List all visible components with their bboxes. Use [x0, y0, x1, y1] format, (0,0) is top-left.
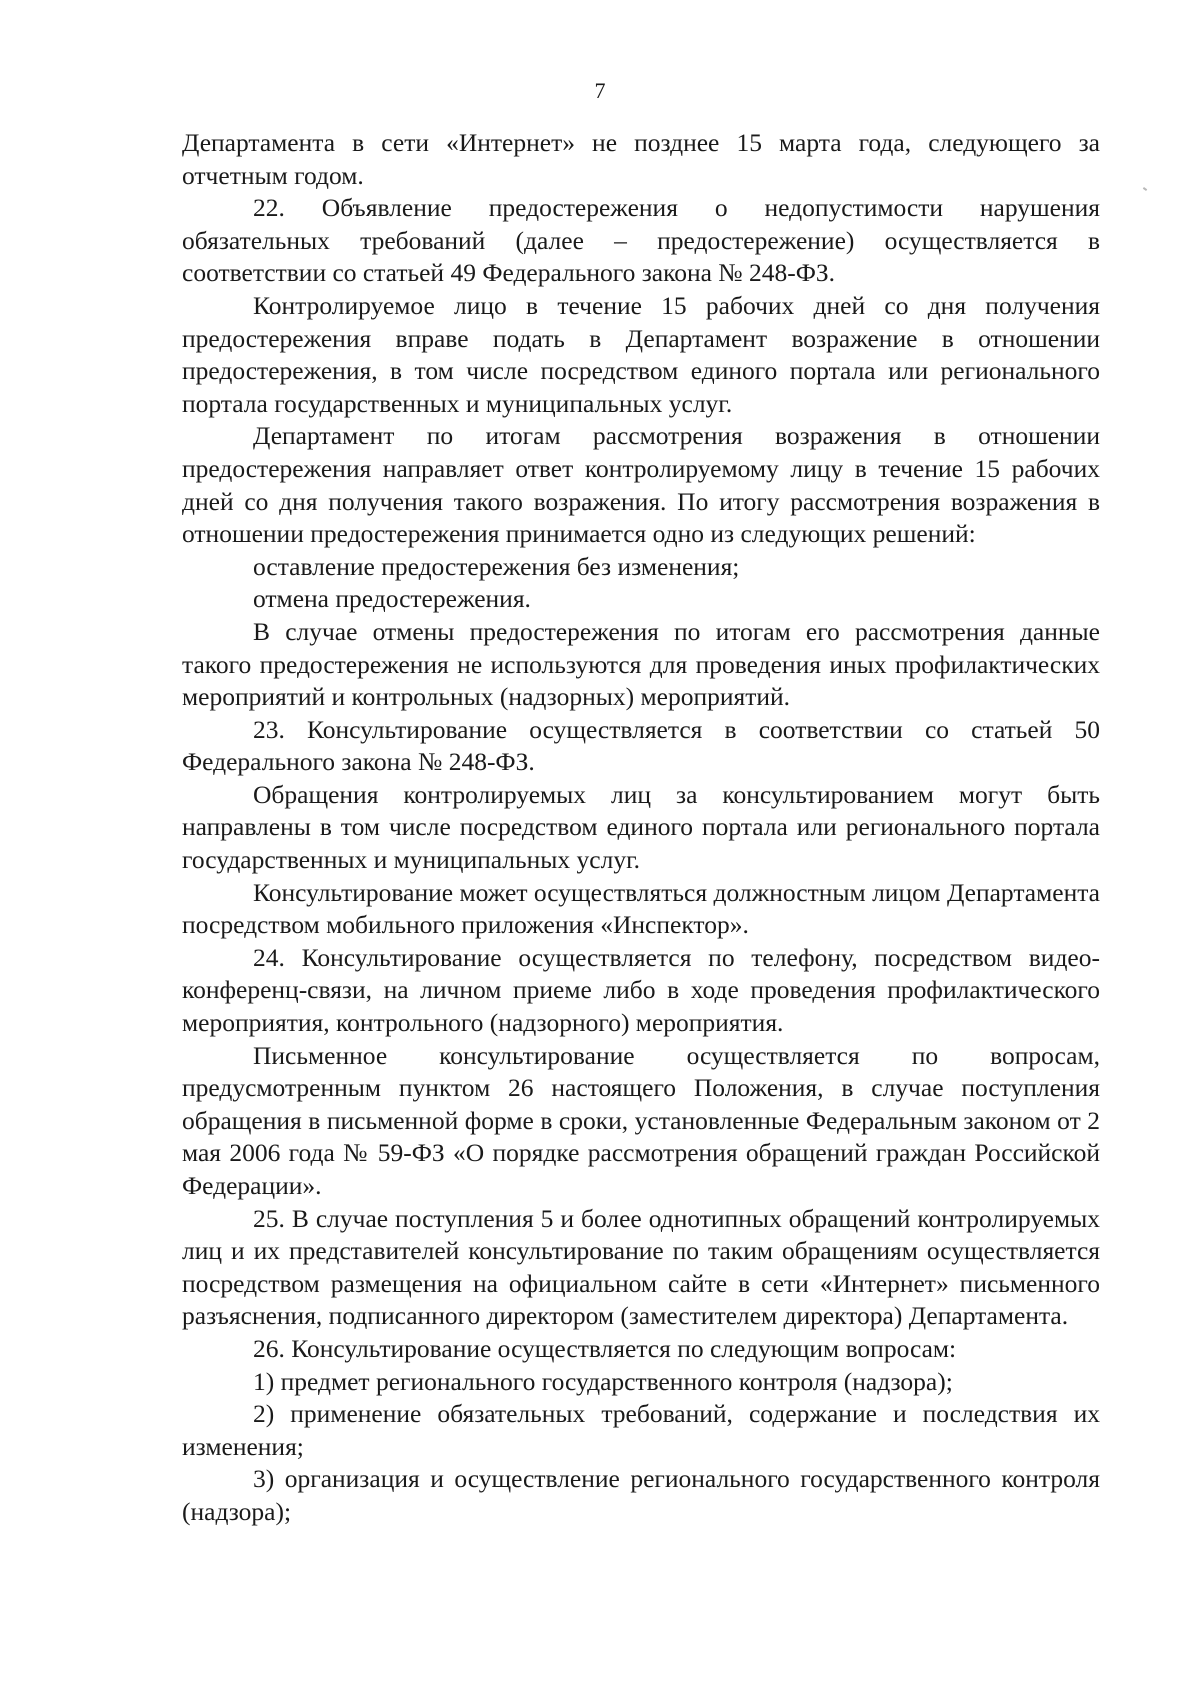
- scan-artifact: [1143, 187, 1147, 191]
- list-item: 2) применение обязательных требований, содержание и последствия их изменения;: [182, 1399, 1100, 1461]
- paragraph: В случае отмены предостережения по итогам его рассмотрения данные такого предостережения не используются для проведения иных профилактических мероприятий и контрольных (надзорных) мероприятий.: [182, 616, 1100, 712]
- list-item: оставление предостережения без изменения;: [253, 551, 740, 581]
- list-item: 3) организация и осуществление регионального государственного контроля (надзора);: [182, 1464, 1100, 1526]
- paragraph: Письменное консультирование осуществляется по вопросам, предусмотренным пунктом 26 настоящего Положения, в случае поступления обращения в письменной форме в сроки, установленные Федеральным законом от 2 мая 2006 года № 59-ФЗ «О порядке рассмотрения обращений граждан Российской Федерации».: [182, 1040, 1100, 1200]
- document-body: [182, 127, 1100, 1529]
- list-item: 1) предмет регионального государственного контроля (надзора);: [253, 1366, 953, 1396]
- paragraph-item-25: 25. В случае поступления 5 и более однотипных обращений контролируемых лиц и их представителей консультирование по таким обращениям осуществляется посредством размещения на официальном сайте в сети «Интернет» письменного разъяснения, подписанного директором (заместителем директора) Департамента.: [182, 1203, 1100, 1331]
- paragraph: Консультирование может осуществляться должностным лицом Департамента посредством мобильного приложения «Инспектор».: [182, 877, 1100, 940]
- paragraph: Обращения контролируемых лиц за консультированием могут быть направлены в том числе посредством единого портала или регионального портала государственных и муниципальных услуг.: [182, 779, 1100, 875]
- paragraph: Департамента в сети «Интернет» не позднее 15 марта года, следующего за отчетным годом.: [182, 128, 1100, 190]
- page-number: 7: [594, 78, 606, 103]
- paragraph-item-24: 24. Консультирование осуществляется по телефону, посредством видео-конференц-связи, на личном приеме либо в ходе проведения профилактического мероприятия, контрольного (надзорного) мероприятия.: [182, 942, 1100, 1038]
- paragraph: Контролируемое лицо в течение 15 рабочих дней со дня получения предостережения вправе подать в Департамент возражение в отношении предостережения, в том числе посредством единого портала или регионального портала государственных и муниципальных услуг.: [182, 290, 1100, 418]
- paragraph: Департамент по итогам рассмотрения возражения в отношении предостережения направляет ответ контролируемому лицу в течение 15 рабочих дней со дня получения такого возражения. По итогу рассмотрения возражения в отношении предостережения принимается одно из следующих решений:: [182, 421, 1100, 549]
- paragraph-item-26: 26. Консультирование осуществляется по следующим вопросам:: [253, 1333, 957, 1363]
- list-item: отмена предостережения.: [253, 584, 531, 614]
- paragraph-item-23: 23. Консультирование осуществляется в соответствии со статьей 50 Федерального закона № 248-ФЗ.: [182, 714, 1100, 777]
- paragraph-item-22: 22. Объявление предостережения о недопустимости нарушения обязательных требований (далее – предостережение) осуществляется в соответствии со статьей 49 Федерального закона № 248-ФЗ.: [182, 193, 1100, 288]
